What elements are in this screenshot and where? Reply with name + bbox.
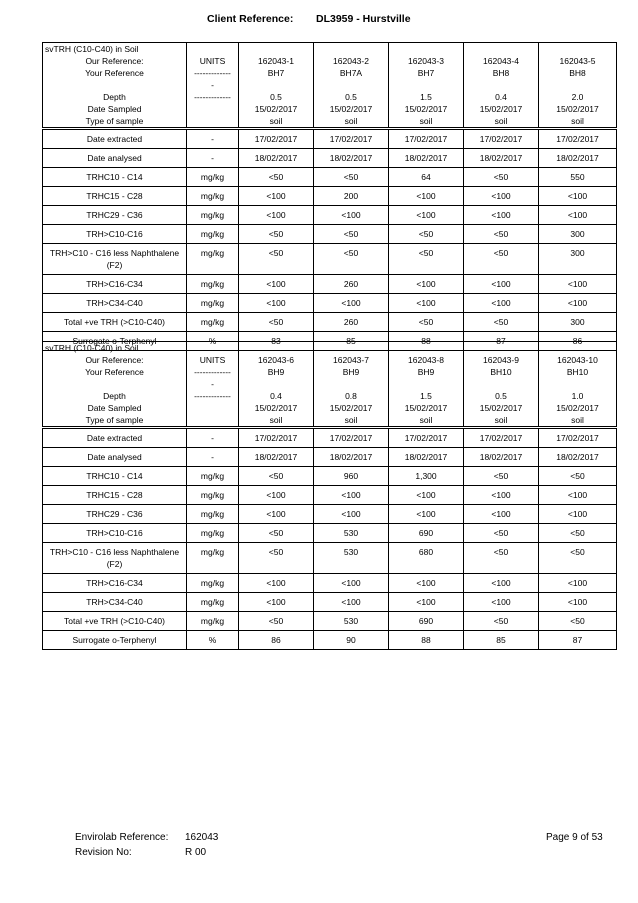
- analyte-unit: mg/kg: [187, 524, 239, 543]
- results-table: [42, 341, 617, 650]
- result-value: 18/02/2017: [314, 149, 389, 168]
- empty-cell: [187, 402, 239, 414]
- result-value: <100: [539, 294, 617, 313]
- result-value: <100: [239, 505, 314, 524]
- empty-cell: [389, 378, 464, 390]
- analyte-name: Date extracted: [43, 428, 187, 448]
- your-reference-value: BH7: [389, 67, 464, 79]
- result-value: 18/02/2017: [389, 448, 464, 467]
- result-value: 17/02/2017: [314, 129, 389, 149]
- units-header: UNITS: [187, 354, 239, 366]
- dash-line: -------------: [187, 67, 239, 79]
- result-value: <100: [389, 505, 464, 524]
- result-value: <100: [389, 593, 464, 612]
- result-value: 530: [314, 612, 389, 631]
- result-value: 17/02/2017: [464, 129, 539, 149]
- result-value: <100: [239, 486, 314, 505]
- analyte-name: TRH>C34-C40: [43, 294, 187, 313]
- analyte-name: TRH>C10 - C16 less Naphthalene (F2): [43, 244, 187, 275]
- our-reference-value: 162043-4: [464, 55, 539, 67]
- envirolab-reference-value: 162043: [185, 832, 219, 843]
- result-value: 300: [539, 244, 617, 275]
- analyte-unit: mg/kg: [187, 275, 239, 294]
- our-reference-value: 162043-3: [389, 55, 464, 67]
- sample-type-value: soil: [464, 414, 539, 428]
- result-value: <50: [539, 524, 617, 543]
- result-value: <100: [239, 206, 314, 225]
- your-reference-value: BH9: [239, 366, 314, 378]
- date-sampled-label: Date Sampled: [43, 402, 187, 414]
- result-value: <50: [389, 225, 464, 244]
- result-value: 530: [314, 543, 389, 574]
- result-value: <100: [314, 206, 389, 225]
- date-sampled-value: 15/02/2017: [239, 103, 314, 115]
- empty-cell: [464, 43, 539, 56]
- depth-label: Depth: [43, 390, 187, 402]
- result-value: 200: [314, 187, 389, 206]
- table-title: svTRH (C10-C40) in Soil: [43, 43, 187, 56]
- our-reference-value: 162043-7: [314, 354, 389, 366]
- sample-type-value: soil: [239, 115, 314, 129]
- empty-cell: [314, 43, 389, 56]
- result-value: <50: [464, 543, 539, 574]
- depth-value: 2.0: [539, 91, 617, 103]
- analyte-unit: -: [187, 129, 239, 149]
- result-value: 18/02/2017: [539, 448, 617, 467]
- client-reference-value: DL3959 - Hurstville: [316, 13, 411, 25]
- our-reference-label: Our Reference:: [43, 55, 187, 67]
- analyte-unit: mg/kg: [187, 187, 239, 206]
- depth-label: Depth: [43, 91, 187, 103]
- result-value: <100: [464, 593, 539, 612]
- our-reference-value: 162043-8: [389, 354, 464, 366]
- your-reference-label: Your Reference: [43, 366, 187, 378]
- result-value: 260: [314, 313, 389, 332]
- analyte-unit: mg/kg: [187, 206, 239, 225]
- result-value: <100: [239, 294, 314, 313]
- result-value: <100: [539, 505, 617, 524]
- analyte-unit: mg/kg: [187, 574, 239, 593]
- result-value: <100: [314, 574, 389, 593]
- result-value: 1,300: [389, 467, 464, 486]
- result-value: 18/02/2017: [389, 149, 464, 168]
- result-value: <100: [314, 505, 389, 524]
- analyte-name: TRHC29 - C36: [43, 505, 187, 524]
- result-value: 960: [314, 467, 389, 486]
- empty-cell: [314, 378, 389, 390]
- result-value: 680: [389, 543, 464, 574]
- dash-single: -: [187, 79, 239, 91]
- result-value: <50: [239, 612, 314, 631]
- results-table: [42, 42, 617, 351]
- empty-cell: [43, 79, 187, 91]
- analyte-name: Date analysed: [43, 448, 187, 467]
- result-value: 17/02/2017: [239, 428, 314, 448]
- analyte-name: TRH>C16-C34: [43, 275, 187, 294]
- our-reference-value: 162043-9: [464, 354, 539, 366]
- empty-cell: [464, 378, 539, 390]
- result-value: <100: [389, 574, 464, 593]
- empty-cell: [239, 342, 314, 355]
- empty-cell: [539, 342, 617, 355]
- analyte-name: TRHC29 - C36: [43, 206, 187, 225]
- result-value: 550: [539, 168, 617, 187]
- result-value: <100: [464, 294, 539, 313]
- result-value: <50: [314, 168, 389, 187]
- depth-value: 1.0: [539, 390, 617, 402]
- result-value: <50: [464, 612, 539, 631]
- your-reference-value: BH7: [239, 67, 314, 79]
- analyte-name: TRHC10 - C14: [43, 168, 187, 187]
- result-value: <100: [314, 294, 389, 313]
- result-value: <50: [539, 543, 617, 574]
- analyte-unit: mg/kg: [187, 244, 239, 275]
- result-value: 18/02/2017: [314, 448, 389, 467]
- result-value: 87: [464, 332, 539, 351]
- result-value: <100: [239, 187, 314, 206]
- result-value: <100: [539, 574, 617, 593]
- result-value: 88: [389, 332, 464, 351]
- date-sampled-value: 15/02/2017: [464, 402, 539, 414]
- analyte-unit: mg/kg: [187, 593, 239, 612]
- analyte-name: Total +ve TRH (>C10-C40): [43, 612, 187, 631]
- depth-value: 0.5: [314, 91, 389, 103]
- result-value: 18/02/2017: [464, 448, 539, 467]
- date-sampled-value: 15/02/2017: [539, 402, 617, 414]
- your-reference-value: BH10: [539, 366, 617, 378]
- result-value: 18/02/2017: [464, 149, 539, 168]
- result-value: 260: [314, 275, 389, 294]
- result-value: <50: [239, 225, 314, 244]
- analyte-unit: mg/kg: [187, 505, 239, 524]
- result-value: 17/02/2017: [314, 428, 389, 448]
- sample-type-value: soil: [389, 115, 464, 129]
- type-of-sample-label: Type of sample: [43, 115, 187, 129]
- result-value: 300: [539, 225, 617, 244]
- empty-cell: [239, 378, 314, 390]
- analyte-name: Total +ve TRH (>C10-C40): [43, 313, 187, 332]
- result-value: <100: [464, 187, 539, 206]
- revision-label: Revision No:: [75, 847, 132, 858]
- result-value: <100: [389, 275, 464, 294]
- analyte-name: Date analysed: [43, 149, 187, 168]
- sample-type-value: soil: [314, 115, 389, 129]
- result-value: <100: [539, 187, 617, 206]
- depth-value: 0.5: [464, 390, 539, 402]
- depth-value: 0.4: [239, 390, 314, 402]
- result-value: 85: [314, 332, 389, 351]
- analyte-unit: mg/kg: [187, 612, 239, 631]
- analyte-unit: mg/kg: [187, 225, 239, 244]
- result-value: <100: [239, 593, 314, 612]
- our-reference-value: 162043-5: [539, 55, 617, 67]
- depth-value: 1.5: [389, 390, 464, 402]
- result-value: 86: [539, 332, 617, 351]
- depth-value: 0.4: [464, 91, 539, 103]
- your-reference-value: BH8: [539, 67, 617, 79]
- result-value: <50: [314, 225, 389, 244]
- analyte-name: TRH>C10-C16: [43, 225, 187, 244]
- analyte-name: Surrogate o-Terphenyl: [43, 332, 187, 351]
- empty-cell: [187, 342, 239, 355]
- sample-type-value: soil: [239, 414, 314, 428]
- result-value: <100: [389, 187, 464, 206]
- result-value: 17/02/2017: [239, 129, 314, 149]
- analyte-name: TRHC10 - C14: [43, 467, 187, 486]
- empty-cell: [539, 43, 617, 56]
- sample-type-value: soil: [314, 414, 389, 428]
- result-value: <50: [464, 168, 539, 187]
- analyte-unit: -: [187, 149, 239, 168]
- empty-cell: [187, 103, 239, 115]
- analyte-unit: mg/kg: [187, 294, 239, 313]
- your-reference-value: BH10: [464, 366, 539, 378]
- sample-type-value: soil: [464, 115, 539, 129]
- empty-cell: [464, 342, 539, 355]
- your-reference-label: Your Reference: [43, 67, 187, 79]
- result-value: <50: [239, 467, 314, 486]
- our-reference-value: 162043-10: [539, 354, 617, 366]
- dash-line: -------------: [187, 91, 239, 103]
- empty-cell: [187, 115, 239, 129]
- dash-line: -------------: [187, 366, 239, 378]
- analyte-name: TRHC15 - C28: [43, 486, 187, 505]
- date-sampled-value: 15/02/2017: [314, 402, 389, 414]
- result-value: <100: [389, 206, 464, 225]
- our-reference-value: 162043-2: [314, 55, 389, 67]
- your-reference-value: BH9: [389, 366, 464, 378]
- analyte-unit: -: [187, 428, 239, 448]
- your-reference-value: BH9: [314, 366, 389, 378]
- analyte-unit: mg/kg: [187, 313, 239, 332]
- analyte-unit: mg/kg: [187, 543, 239, 574]
- result-value: <100: [539, 206, 617, 225]
- result-value: <100: [539, 593, 617, 612]
- analyte-name: TRH>C10-C16: [43, 524, 187, 543]
- table-title: svTRH (C10-C40) in Soil: [43, 342, 187, 355]
- result-value: <50: [389, 244, 464, 275]
- type-of-sample-label: Type of sample: [43, 414, 187, 428]
- result-value: 83: [239, 332, 314, 351]
- result-value: 87: [539, 631, 617, 650]
- result-value: <50: [239, 168, 314, 187]
- sample-type-value: soil: [539, 115, 617, 129]
- analyte-name: TRHC15 - C28: [43, 187, 187, 206]
- empty-cell: [314, 79, 389, 91]
- result-value: 17/02/2017: [539, 129, 617, 149]
- result-value: 64: [389, 168, 464, 187]
- result-value: <50: [464, 225, 539, 244]
- result-value: <100: [239, 574, 314, 593]
- result-value: <100: [314, 486, 389, 505]
- analyte-name: Surrogate o-Terphenyl: [43, 631, 187, 650]
- empty-cell: [239, 43, 314, 56]
- result-value: <100: [464, 486, 539, 505]
- empty-cell: [187, 43, 239, 56]
- result-value: 690: [389, 524, 464, 543]
- result-value: <100: [539, 275, 617, 294]
- analyte-name: TRH>C34-C40: [43, 593, 187, 612]
- analyte-name: Date extracted: [43, 129, 187, 149]
- analyte-unit: mg/kg: [187, 168, 239, 187]
- result-value: 18/02/2017: [239, 448, 314, 467]
- units-header: UNITS: [187, 55, 239, 67]
- empty-cell: [389, 43, 464, 56]
- result-value: <100: [314, 593, 389, 612]
- date-sampled-value: 15/02/2017: [539, 103, 617, 115]
- date-sampled-value: 15/02/2017: [464, 103, 539, 115]
- result-value: 17/02/2017: [389, 428, 464, 448]
- envirolab-reference-label: Envirolab Reference:: [75, 832, 169, 843]
- sample-type-value: soil: [539, 414, 617, 428]
- our-reference-label: Our Reference:: [43, 354, 187, 366]
- date-sampled-value: 15/02/2017: [389, 103, 464, 115]
- result-value: <50: [539, 612, 617, 631]
- result-value: <50: [389, 313, 464, 332]
- date-sampled-value: 15/02/2017: [389, 402, 464, 414]
- result-value: <100: [389, 486, 464, 505]
- result-value: 88: [389, 631, 464, 650]
- empty-cell: [187, 414, 239, 428]
- result-value: <100: [239, 275, 314, 294]
- result-value: 18/02/2017: [539, 149, 617, 168]
- empty-cell: [314, 342, 389, 355]
- dash-single: -: [187, 378, 239, 390]
- analyte-name: TRH>C16-C34: [43, 574, 187, 593]
- result-value: 17/02/2017: [389, 129, 464, 149]
- result-value: 17/02/2017: [464, 428, 539, 448]
- page-number: Page 9 of 53: [546, 832, 603, 843]
- analyte-unit: -: [187, 448, 239, 467]
- result-value: 18/02/2017: [239, 149, 314, 168]
- result-value: <100: [464, 505, 539, 524]
- analyte-unit: %: [187, 332, 239, 351]
- client-reference-label: Client Reference:: [207, 13, 294, 25]
- our-reference-value: 162043-1: [239, 55, 314, 67]
- result-value: <50: [239, 244, 314, 275]
- result-value: <50: [464, 244, 539, 275]
- result-value: <100: [389, 294, 464, 313]
- empty-cell: [539, 378, 617, 390]
- result-value: <50: [464, 467, 539, 486]
- result-value: <100: [464, 275, 539, 294]
- result-value: <50: [239, 543, 314, 574]
- analyte-name: TRH>C10 - C16 less Naphthalene (F2): [43, 543, 187, 574]
- depth-value: 1.5: [389, 91, 464, 103]
- empty-cell: [43, 378, 187, 390]
- analyte-unit: mg/kg: [187, 467, 239, 486]
- analyte-unit: %: [187, 631, 239, 650]
- result-value: <100: [464, 206, 539, 225]
- result-value: 17/02/2017: [539, 428, 617, 448]
- empty-cell: [389, 342, 464, 355]
- sample-type-value: soil: [389, 414, 464, 428]
- result-value: <50: [239, 313, 314, 332]
- dash-line: -------------: [187, 390, 239, 402]
- result-value: 300: [539, 313, 617, 332]
- result-value: 90: [314, 631, 389, 650]
- result-value: <50: [239, 524, 314, 543]
- your-reference-value: BH8: [464, 67, 539, 79]
- your-reference-value: BH7A: [314, 67, 389, 79]
- result-value: <50: [464, 313, 539, 332]
- empty-cell: [239, 79, 314, 91]
- empty-cell: [539, 79, 617, 91]
- result-value: 690: [389, 612, 464, 631]
- revision-value: R 00: [185, 847, 207, 858]
- our-reference-value: 162043-6: [239, 354, 314, 366]
- date-sampled-value: 15/02/2017: [239, 402, 314, 414]
- result-value: <50: [464, 524, 539, 543]
- result-value: 530: [314, 524, 389, 543]
- result-value: <100: [464, 574, 539, 593]
- result-value: 86: [239, 631, 314, 650]
- result-value: <100: [539, 486, 617, 505]
- depth-value: 0.5: [239, 91, 314, 103]
- depth-value: 0.8: [314, 390, 389, 402]
- empty-cell: [389, 79, 464, 91]
- empty-cell: [464, 79, 539, 91]
- date-sampled-value: 15/02/2017: [314, 103, 389, 115]
- result-value: <50: [539, 467, 617, 486]
- result-value: <50: [314, 244, 389, 275]
- analyte-unit: mg/kg: [187, 486, 239, 505]
- result-value: 85: [464, 631, 539, 650]
- date-sampled-label: Date Sampled: [43, 103, 187, 115]
